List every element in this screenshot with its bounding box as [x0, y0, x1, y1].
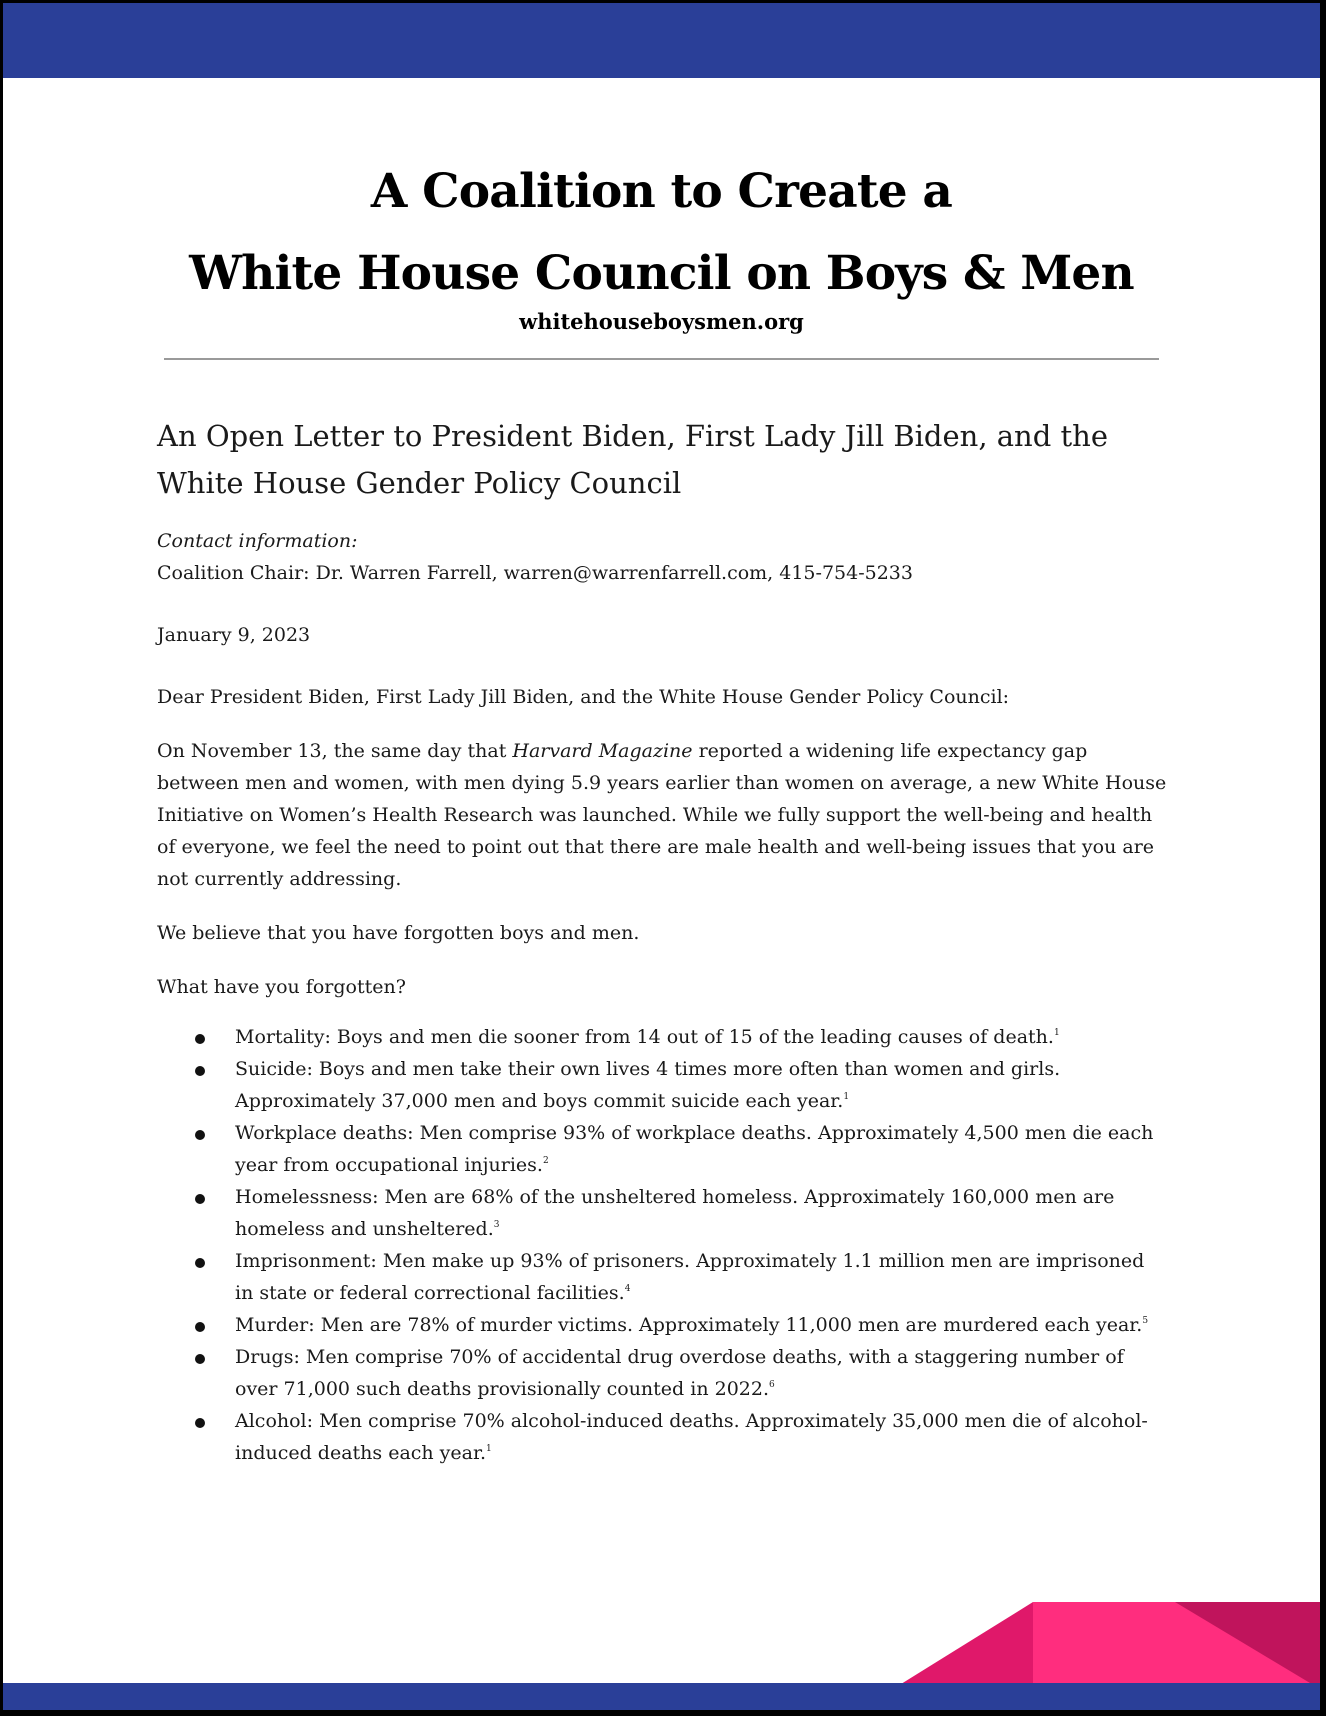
document-page [3, 3, 1320, 1710]
footnote-marker: 1 [843, 1092, 850, 1102]
footnote-marker: 2 [542, 1156, 549, 1166]
publication-name: Harvard Magazine [512, 740, 693, 762]
intro-text-start: On November 13, the same day that [157, 740, 513, 762]
bottom-color-bar [3, 1683, 1320, 1710]
list-item-text: Murder: Men are 78% of murder victims. Approximately 11,000 men are murdered each year. [235, 1314, 1143, 1336]
title-line-2: White House Council on Boys & Men [189, 246, 1134, 301]
footnote-marker: 5 [1142, 1316, 1149, 1326]
footnote-marker: 6 [769, 1380, 775, 1390]
website-url: whitehouseboysmen.org [519, 309, 804, 334]
magenta-triangle [893, 1602, 1033, 1689]
title-line-1: A Coalition to Create a [370, 164, 953, 219]
intro-text-end: reported a widening life expectancy gap between men and women, with men dying 5.9 years earlier than women on average, a new White House Initiative on Women’s Health Research was launched. While we fully support the well-being and health of everyone, we feel the need to point out that there are male health and well-being issues that you are not currently addressing. [157, 740, 1167, 890]
forgotten-question: What have you forgotten? [157, 976, 406, 998]
contact-label: Contact information: [157, 530, 358, 552]
footnote-marker: 1 [486, 1444, 492, 1454]
salutation: Dear President Biden, First Lady Jill Biden, and the White House Gender Policy Council: [157, 686, 1010, 708]
forgotten-statement: We believe that you have forgotten boys and men. [157, 922, 640, 944]
footnote-marker: 4 [624, 1284, 631, 1294]
list-item-text: Workplace deaths: Men comprise 93% of workplace deaths. Approximately 4,500 men die each year from occupational injuries. [235, 1122, 1154, 1176]
list-item-text: Mortality: Boys and men die sooner from 14 out of 15 of the leading causes of death. [235, 1026, 1054, 1048]
open-letter-heading-line-2: White House Gender Policy Council [157, 466, 682, 500]
footnote-marker: 3 [493, 1220, 500, 1230]
list-item-text: Alcohol: Men comprise 70% alcohol-induced deaths. Approximately 35,000 men die of alcohol-induced deaths each year. [235, 1410, 1148, 1464]
letter-date: January 9, 2023 [157, 624, 311, 646]
list-item-text: Drugs: Men comprise 70% of accidental drug overdose deaths, with a staggering number of over 71,000 such deaths provisionally counted in 2022. [235, 1346, 1124, 1400]
list-item-text: Suicide: Boys and men take their own lives 4 times more often than women and girls. Approximately 37,000 men and boys commit suicide each year. [235, 1058, 1061, 1112]
corner-decoration [3, 3, 1320, 1710]
list-item-text: Imprisonment: Men make up 93% of prisoners. Approximately 1.1 million men are imprisoned in state or federal correctional facilities. [235, 1250, 1145, 1304]
contact-details: Coalition Chair: Dr. Warren Farrell, warren@warrenfarrell.com, 415-754-5233 [157, 562, 913, 584]
list-item-text: Homelessness: Men are 68% of the unsheltered homeless. Approximately 160,000 men are homeless and unsheltered. [235, 1186, 1115, 1240]
open-letter-heading-line-1: An Open Letter to President Biden, First Lady Jill Biden, and the [157, 419, 1108, 453]
footnote-marker: 1 [1053, 1028, 1060, 1038]
